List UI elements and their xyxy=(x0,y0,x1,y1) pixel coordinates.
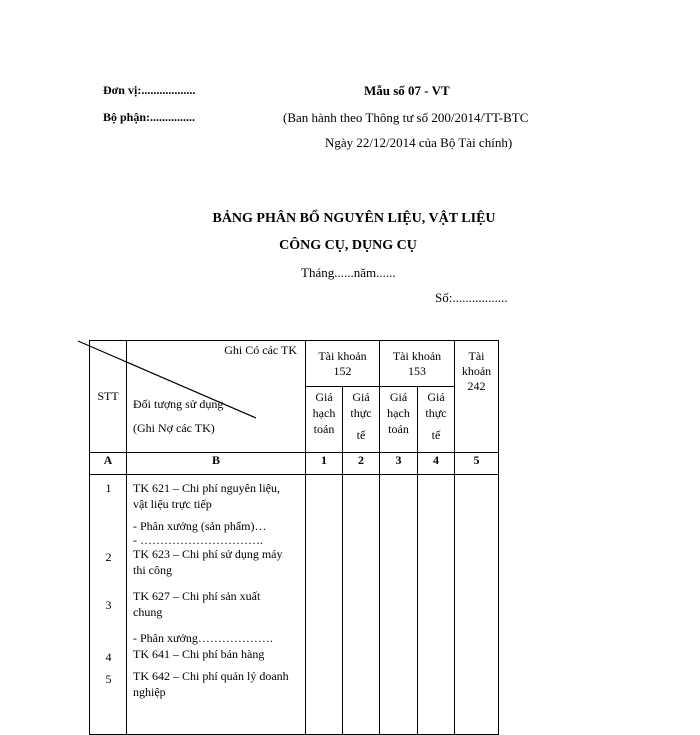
row-3-sub-workshop: - Phân xưởng………………. xyxy=(133,631,273,645)
account-242-label-1: Tài xyxy=(468,349,485,363)
row-1-sub-blank: - …………………………. xyxy=(133,533,263,547)
issued-date-text: Ngày 22/12/2014 của Bộ Tài chính) xyxy=(325,135,513,150)
account-242-number: 242 xyxy=(467,379,486,393)
stt-header-cell xyxy=(90,341,127,453)
credit-accounts-header: Ghi Có các TK xyxy=(224,343,297,357)
account-153-number: 153 xyxy=(408,364,426,378)
col-3-body xyxy=(380,475,418,735)
col-5-body xyxy=(455,475,499,735)
price-accounting-word-2: hạch xyxy=(387,406,410,420)
month-year-line: Tháng......năm...... xyxy=(301,265,396,280)
allocation-table xyxy=(89,340,499,735)
document-title-line1: BẢNG PHÂN BỔ NGUYÊN LIỆU, VẬT LIỆU xyxy=(212,211,496,226)
code-5: 5 xyxy=(455,453,499,475)
document-title-line2: CÔNG CỤ, DỤNG CỤ xyxy=(279,238,417,253)
account-153-label: Tài khoản xyxy=(392,349,442,363)
col-4-body xyxy=(418,475,455,735)
object-header-cell xyxy=(127,341,306,453)
issued-by-text: (Ban hành theo Thông tư số 200/2014/TT-BTC xyxy=(283,110,529,125)
document-number-line: Số:................. xyxy=(435,290,508,305)
acc152-accounting-price xyxy=(306,387,343,453)
form-number: Mẫu số 07 - VT xyxy=(364,83,450,98)
row-2-stt: 2 xyxy=(105,550,112,564)
stt-column-body xyxy=(90,475,127,735)
price-actual-word-3: tế xyxy=(356,428,366,442)
code-1: 1 xyxy=(306,453,343,475)
account-242-header xyxy=(455,341,499,453)
code-a: A xyxy=(90,453,127,475)
price-actual-word-2: thực xyxy=(425,406,447,420)
account-152-header xyxy=(306,341,380,387)
row-1-sub-workshop: - Phân xưởng (sản phẩm)… xyxy=(133,519,267,533)
row-3-title-cont: chung xyxy=(133,605,163,619)
account-242-label-2: khoản xyxy=(461,364,492,378)
row-3-stt: 3 xyxy=(105,598,112,612)
code-3: 3 xyxy=(380,453,418,475)
price-actual-word-3: tế xyxy=(431,428,441,442)
row-5-title: TK 642 – Chi phí quản lý doanh xyxy=(133,669,289,683)
price-accounting-word-2: hạch xyxy=(312,406,336,420)
row-4-title: TK 641 – Chi phí bán hàng xyxy=(133,647,265,661)
code-2: 2 xyxy=(343,453,380,475)
row-5-stt: 5 xyxy=(105,672,112,686)
object-column-body xyxy=(127,475,306,735)
price-accounting-word-3: toán xyxy=(388,422,409,436)
row-3-title: TK 627 – Chi phí sản xuất xyxy=(133,589,261,603)
row-2-title-cont: thi công xyxy=(133,563,172,577)
stt-header: STT xyxy=(97,389,119,403)
acc152-actual-price xyxy=(343,387,380,453)
price-accounting-word-1: Giá xyxy=(389,390,408,404)
row-1-title-cont: vật liệu trực tiếp xyxy=(133,497,212,511)
col-1-body xyxy=(306,475,343,735)
row-2-title: TK 623 – Chi phí sử dụng máy xyxy=(133,547,283,561)
row-5-title-cont: nghiệp xyxy=(133,685,166,699)
price-actual-word-1: Giá xyxy=(427,390,445,404)
row-4-stt: 4 xyxy=(105,650,112,664)
code-b: B xyxy=(127,453,306,475)
price-actual-word-2: thực xyxy=(350,406,372,420)
price-actual-word-1: Giá xyxy=(352,390,370,404)
row-1-title: TK 621 – Chi phí nguyên liệu, xyxy=(133,481,280,495)
code-4: 4 xyxy=(418,453,455,475)
account-152-label: Tài khoản xyxy=(318,349,367,363)
account-152-number: 152 xyxy=(333,364,352,378)
account-153-header xyxy=(380,341,455,387)
unit-label: Đơn vị:.................. xyxy=(103,83,196,97)
debit-accounts-header: (Ghi Nợ các TK) xyxy=(133,421,215,435)
acc153-accounting-price xyxy=(380,387,418,453)
acc153-actual-price xyxy=(418,387,455,453)
price-accounting-word-1: Giá xyxy=(315,390,333,404)
department-label: Bộ phận:............... xyxy=(103,110,196,124)
usage-object-header: Đối tượng sử dụng xyxy=(133,397,224,411)
col-2-body xyxy=(343,475,380,735)
price-accounting-word-3: toán xyxy=(313,422,335,436)
row-1-stt: 1 xyxy=(105,481,112,495)
